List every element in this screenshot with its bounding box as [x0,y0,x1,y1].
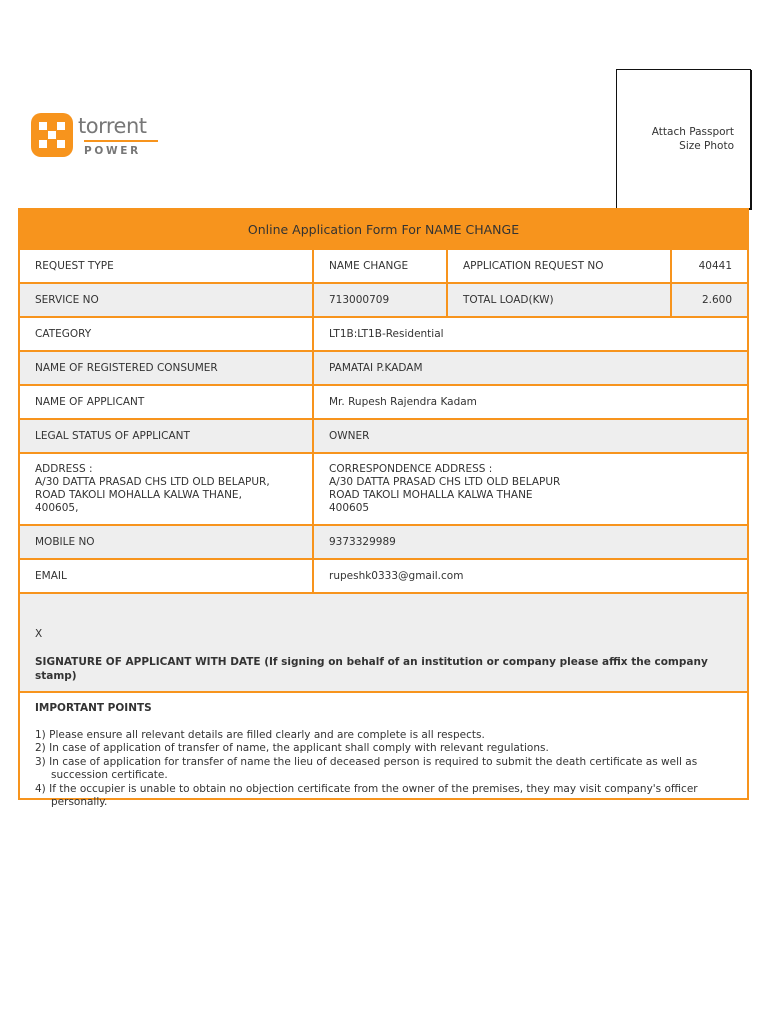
label-applicant: NAME OF APPLICANT [35,395,145,408]
important-points-title: IMPORTANT POINTS [35,702,152,714]
correspondence-address-block: CORRESPONDENCE ADDRESS : A/30 DATTA PRASAD CHS LTD OLD BELAPUR ROAD TAKOLI MOHALLA KALWA THANE 400605 [312,454,747,524]
value-category: LT1B:LT1B-Residential [312,318,747,350]
label-email: EMAIL [35,569,67,582]
row-category [20,316,747,350]
label-total-load: TOTAL LOAD(KW) [446,284,670,316]
passport-photo-box [616,69,751,209]
address-block: ADDRESS : A/30 DATTA PRASAD CHS LTD OLD BELAPUR, ROAD TAKOLI MOHALLA KALWA THANE, 400605, [35,463,270,514]
important-point: 1) Please ensure all relevant details are filled clearly and are complete is all respects. [35,728,485,741]
important-point: 3) In case of application for transfer of name the lieu of deceased person is required to submit the death certificate as well as succession certificate. [35,755,698,781]
row-address [20,452,747,524]
important-point: 2) In case of application of transfer of name, the applicant shall comply with relevant regulations. [35,742,549,754]
row-registered-consumer [20,350,747,384]
row-applicant [20,384,747,418]
label-request-type: REQUEST TYPE [35,259,114,272]
value-mobile: 9373329989 [312,526,747,558]
row-request-type [20,248,747,282]
value-request-type: NAME CHANGE [312,250,446,282]
value-email: rupeshk0333@gmail.com [312,560,747,592]
value-registered-consumer: PAMATAI P.KADAM [312,352,747,384]
torrent-logo-mark-icon [31,113,73,157]
label-registered-consumer: NAME OF REGISTERED CONSUMER [35,361,218,374]
form-title: Online Application Form For NAME CHANGE [20,210,747,248]
signature-section [20,592,747,691]
important-point: 4) If the occupier is unable to obtain no objection certificate from the owner of the premises, they may visit company's officer personally. [35,782,698,808]
label-application-request-no: APPLICATION REQUEST NO [446,250,670,282]
logo-subtitle: POWER [84,145,141,157]
label-mobile: MOBILE NO [35,535,95,548]
value-legal-status: OWNER [312,420,747,452]
row-service-no [20,282,747,316]
label-legal-status: LEGAL STATUS OF APPLICANT [35,429,190,442]
logo-wordmark: torrent [78,114,147,138]
important-points-section [20,691,747,808]
photo-instruction: Attach Passport Size Photo [651,126,734,152]
value-applicant: Mr. Rupesh Rajendra Kadam [312,386,747,418]
row-email [20,558,747,592]
value-service-no: 713000709 [312,284,446,316]
signature-mark: X [35,628,43,640]
value-application-request-no: 40441 [670,250,747,282]
row-mobile [20,524,747,558]
value-total-load: 2.600 [670,284,747,316]
row-legal-status [20,418,747,452]
signature-instruction: SIGNATURE OF APPLICANT WITH DATE (If signing on behalf of an institution or company please affix the company stamp) [35,656,708,682]
torrent-power-logo [31,113,171,163]
logo-rule [84,140,158,142]
application-form [18,208,749,808]
label-category: CATEGORY [35,327,92,340]
label-service-no: SERVICE NO [35,293,99,306]
